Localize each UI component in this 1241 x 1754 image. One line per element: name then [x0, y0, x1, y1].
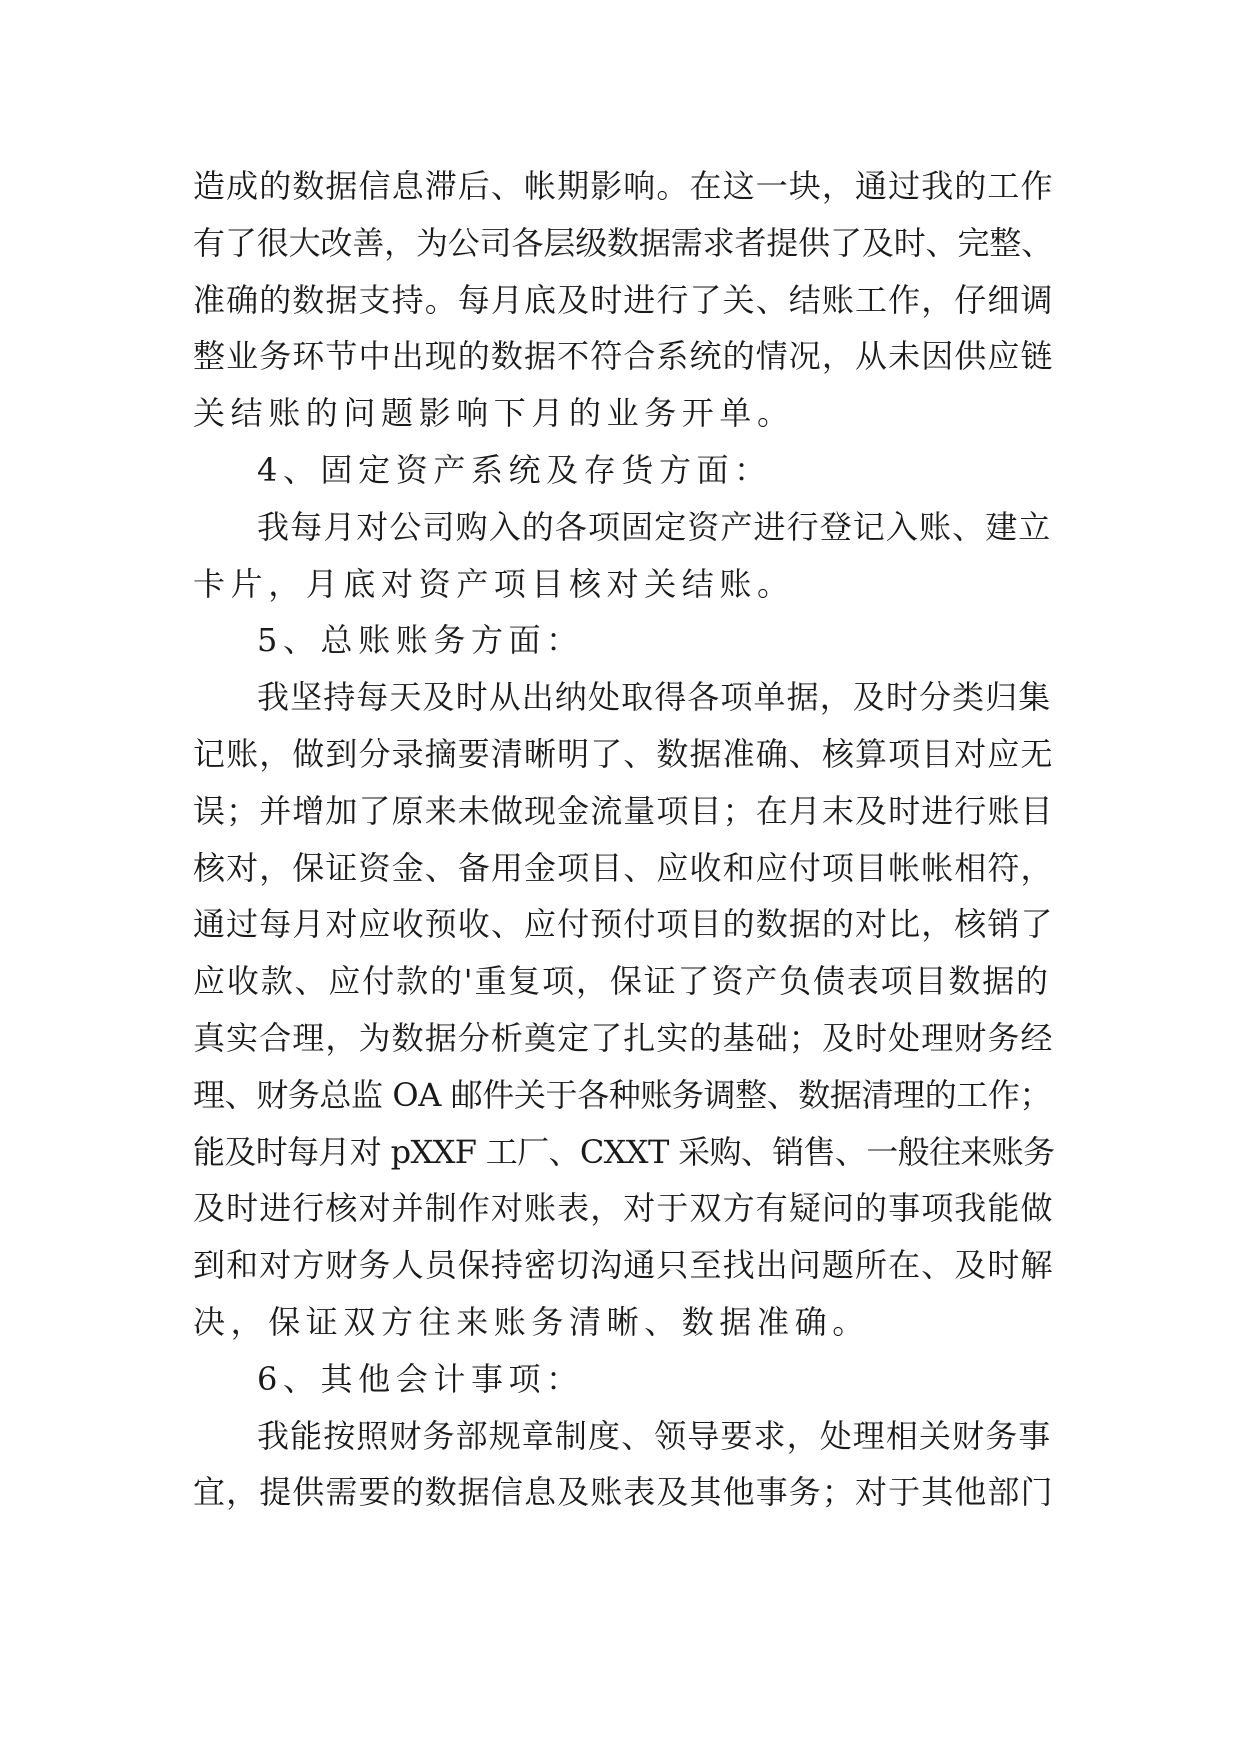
paragraph-start-line: 我能按照财务部规章制度、领导要求，处理相关财务事 [257, 1416, 1052, 1455]
text-line: 造成的数据信息滞后、帐期影响。在这一块，通过我的工作 [193, 167, 1054, 205]
section-heading: 6、其他会计事项： [257, 1359, 584, 1398]
text-line: 核对，保证资金、备用金项目、应收和应付项目帐帐相符， [193, 848, 1054, 887]
text-line: 记账，做到分录摘要清晰明了、数据准确、核算项目对应无 [193, 734, 1054, 773]
paragraph-start-line: 我每月对公司购入的各项固定资产进行登记入账、建立 [257, 507, 1052, 546]
text-line: 准确的数据支持。每月底及时进行了关、结账工作，仔细调 [193, 280, 1054, 319]
section-heading: 5、总账账务方面： [257, 621, 584, 660]
text-line: 通过每月对应收预收、应付预付项目的数据的对比，核销了 [193, 905, 1054, 944]
text-line: 及时进行核对并制作对账表，对于双方有疑问的事项我能做 [193, 1189, 1054, 1228]
text-line: 关结账的问题影响下月的业务开单。 [193, 394, 795, 433]
text-line: 能及时每月对 pXXF 工厂、CXXT 采购、销售、一般往来账务 [193, 1132, 1055, 1171]
text-line: 理、财务总监 OA 邮件关于各种账务调整、数据清理的工作； [193, 1075, 1052, 1114]
paragraph-start-line: 我坚持每天及时从出纳处取得各项单据，及时分类归集 [257, 678, 1052, 717]
text-line: 整业务环节中出现的数据不符合系统的情况，从未因供应链 [193, 337, 1054, 376]
text-line: 真实合理，为数据分析奠定了扎实的基础；及时处理财务经 [193, 1018, 1054, 1057]
text-line: 误；并增加了原来未做现金流量项目；在月末及时进行账目 [193, 791, 1054, 830]
text-line: 应收款、应付款的'重复项，保证了资产负债表项目数据的 [193, 962, 1050, 1001]
text-line: 有了很大改善，为公司各层级数据需求者提供了及时、完整、 [193, 223, 1053, 262]
text-line: 宜，提供需要的数据信息及账表及其他事务；对于其他部门 [193, 1473, 1054, 1512]
text-line: 卡片，月底对资产项目核对关结账。 [193, 564, 795, 603]
text-line: 到和对方财务人员保持密切沟通只至找出问题所在、及时解 [193, 1246, 1054, 1285]
text-line: 决，保证双方往来账务清晰、数据准确。 [193, 1302, 870, 1341]
section-heading: 4、固定资产系统及存货方面： [257, 450, 772, 489]
document-body [193, 158, 1053, 1521]
